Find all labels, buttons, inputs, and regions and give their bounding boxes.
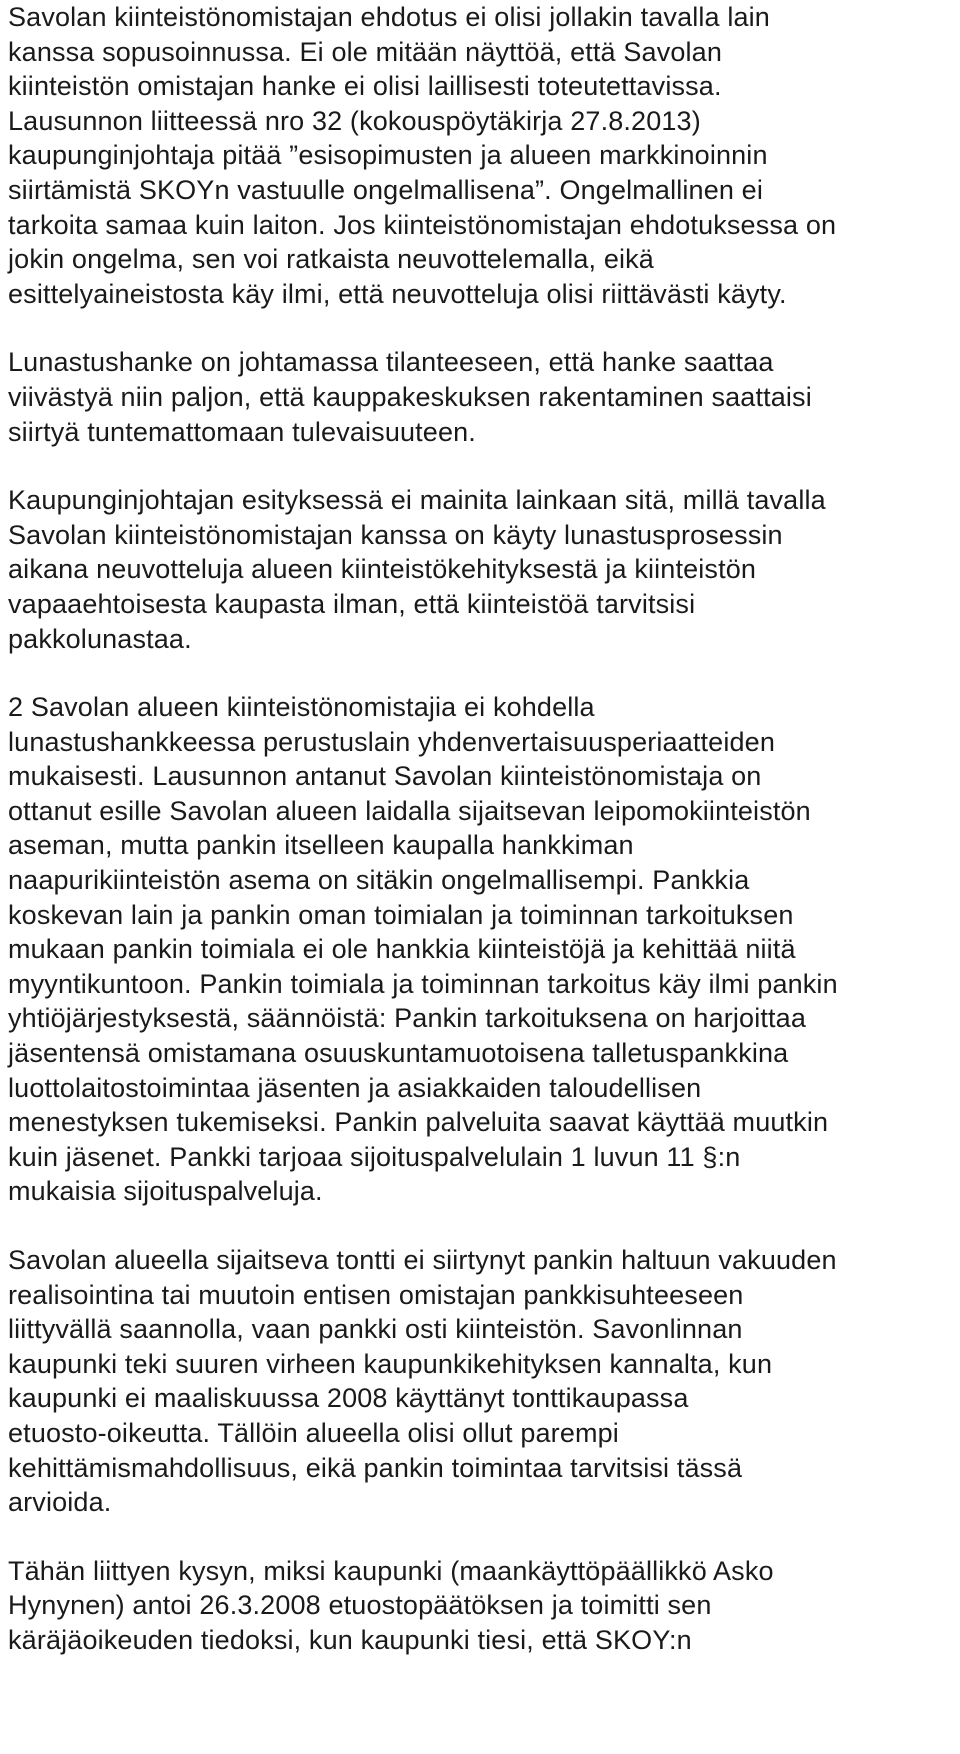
paragraph-gap (8, 311, 956, 345)
text-line: Savolan kiinteistönomistajan ehdotus ei olisi jollakin tavalla lain (8, 2, 770, 32)
text-line: arvioida. (8, 1487, 112, 1518)
text-line: käräjäoikeuden tiedoksi, kun kaupunki tiesi, että SKOY:n (8, 1624, 692, 1655)
text-line: naapurikiinteistön asema on sitäkin ongelmallisempi. Pankkia (8, 865, 750, 896)
text-line: Hynynen) antoi 26.3.2008 etuostopäätöksen ja toimitti sen (8, 1590, 712, 1621)
paragraph-1 (8, 0, 956, 311)
text-line: mukaisesti. Lausunnon antanut Savolan kiinteistönomistaja on (8, 761, 762, 792)
paragraph-gap (8, 1520, 956, 1554)
text-line: ottanut esille Savolan alueen laidalla sijaitsevan leipomokiinteistön (8, 795, 811, 826)
text-line: kaupunginjohtaja pitää ”esisopimusten ja alueen markkinoinnin (8, 140, 768, 171)
text-line: mukaan pankin toimiala ei ole hankkia kiinteistöjä ja kehittää niitä (8, 934, 796, 965)
text-line: luottolaitostoimintaa jäsenten ja asiakkaiden taloudellisen (8, 1072, 702, 1103)
text-line: etuosto-oikeutta. Tällöin alueella olisi ollut parempi (8, 1417, 619, 1448)
paragraph-gap (8, 1209, 956, 1243)
text-line: siirtämistä SKOYn vastuulle ongelmallisena”. Ongelmallinen ei (8, 174, 763, 205)
text-line: menestyksen tukemiseksi. Pankin palveluita saavat käyttää muutkin (8, 1107, 829, 1138)
text-line: Savolan kiinteistönomistajan kanssa on käyty lunastusprosessin (8, 519, 783, 550)
paragraph-gap (8, 449, 956, 483)
text-line: kehittämismahdollisuus, eikä pankin toimintaa tarvitsisi tässä (8, 1452, 743, 1483)
text-line: mukaisia sijoituspalveluja. (8, 1176, 323, 1207)
text-line: viivästyä niin paljon, että kauppakeskuksen rakentaminen saattaisi (8, 381, 812, 412)
text-line: koskevan lain ja pankin oman toimialan ja toiminnan tarkoituksen (8, 899, 794, 930)
text-line: kaupunki ei maaliskuussa 2008 käyttänyt tonttikaupassa (8, 1383, 689, 1414)
text-line: jokin ongelma, sen voi ratkaista neuvottelemalla, eikä (8, 244, 654, 275)
text-line: Lausunnon liitteessä nro 32 (kokouspöytäkirja 27.8.2013) (8, 105, 701, 136)
text-line: esittelyaineistosta käy ilmi, että neuvotteluja olisi riittävästi käyty. (8, 278, 787, 309)
text-line: kanssa sopusoinnussa. Ei ole mitään näyttöä, että Savolan (8, 36, 722, 67)
paragraph-gap (8, 656, 956, 690)
text-line: kuin jäsenet. Pankki tarjoaa sijoituspalvelulain 1 luvun 11 §:n (8, 1141, 741, 1172)
text-line: jäsentensä omistamana osuuskuntamuotoisena talletuspankkina (8, 1038, 789, 1069)
text-line: vapaaehtoisesta kaupasta ilman, että kiinteistöä tarvitsisi (8, 588, 696, 619)
text-line: Lunastushanke on johtamassa tilanteeseen, että hanke saattaa (8, 347, 774, 378)
text-line: lunastushankkeessa perustuslain yhdenvertaisuusperiaatteiden (8, 726, 775, 757)
text-line: pakkolunastaa. (8, 623, 192, 654)
text-line: realisointina tai muutoin entisen omistajan pankkisuhteeseen (8, 1279, 744, 1310)
paragraph-5 (8, 1243, 956, 1520)
text-line: siirtyä tuntemattomaan tulevaisuuteen. (8, 416, 476, 447)
paragraph-3 (8, 483, 956, 656)
paragraph-4 (8, 690, 956, 1209)
paragraph-2 (8, 345, 956, 449)
text-line: kaupunki teki suuren virheen kaupunkikehityksen kannalta, kun (8, 1348, 773, 1379)
text-line: tarkoita samaa kuin laiton. Jos kiinteistönomistajan ehdotuksessa on (8, 209, 837, 240)
text-line: myyntikuntoon. Pankin toimiala ja toiminnan tarkoitus käy ilmi pankin (8, 968, 838, 999)
text-line: kiinteistön omistajan hanke ei olisi laillisesti toteutettavissa. (8, 71, 722, 102)
text-line: liittyvällä saannolla, vaan pankki osti kiinteistön. Savonlinnan (8, 1314, 743, 1345)
paragraph-6 (8, 1554, 956, 1658)
text-line: aikana neuvotteluja alueen kiinteistökehityksestä ja kiinteistön (8, 554, 757, 585)
text-line: Tähän liittyen kysyn, miksi kaupunki (maankäyttöpäällikkö Asko (8, 1555, 774, 1586)
text-line: yhtiöjärjestyksestä, säännöistä: Pankin tarkoituksena on harjoittaa (8, 1003, 806, 1034)
text-line: Kaupunginjohtajan esityksessä ei mainita lainkaan sitä, millä tavalla (8, 485, 826, 516)
text-line: aseman, mutta pankin itselleen kaupalla hankkiman (8, 830, 634, 861)
document-page (8, 0, 956, 1658)
text-line: Savolan alueella sijaitseva tontti ei siirtynyt pankin haltuun vakuuden (8, 1245, 837, 1275)
text-line: 2 Savolan alueen kiinteistönomistajia ei kohdella (8, 692, 595, 723)
